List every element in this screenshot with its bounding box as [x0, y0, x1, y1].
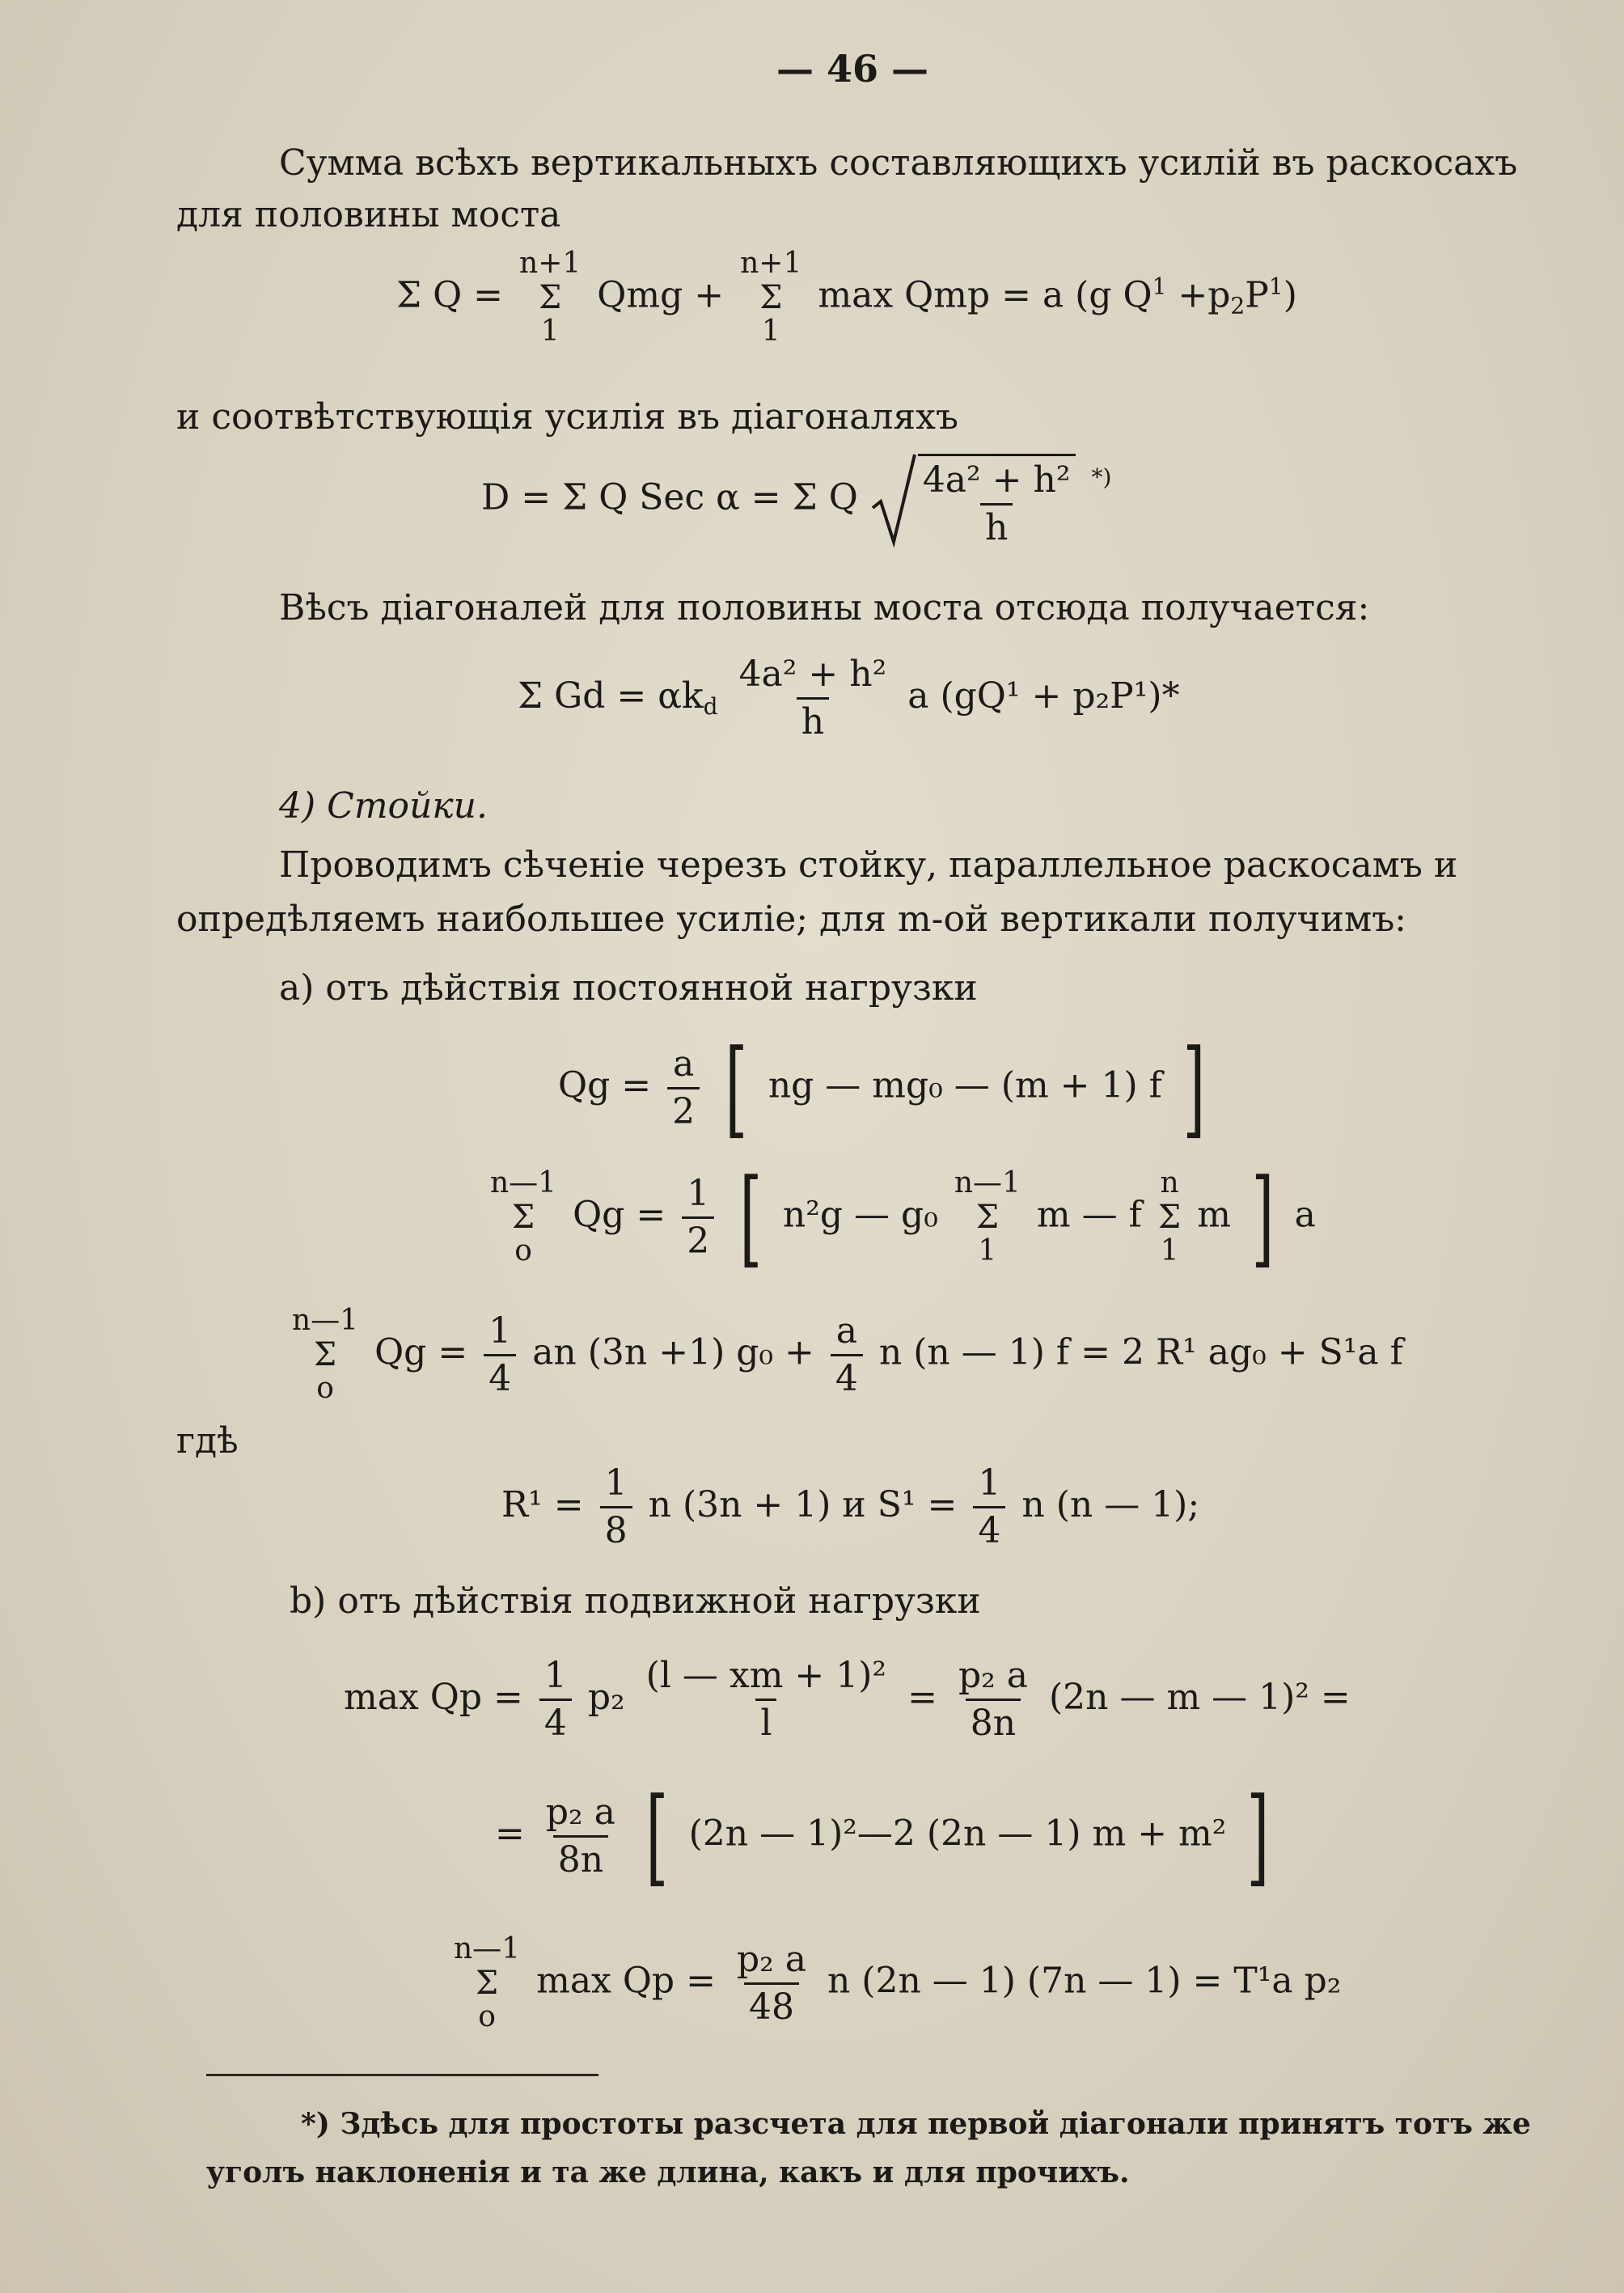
- section-heading: 4) Стойки.: [279, 785, 488, 827]
- paragraph-line: гдѣ: [176, 1420, 239, 1462]
- equation-sum-qg: n—1 Σ o Qg = $\frac{1}{2}$ [ n²g — g₀ n—1 Σ 1 m — f n Σ 1 m ] a: [490, 1156, 1316, 1279]
- sum-operator: n+1 Σ 1: [519, 247, 582, 348]
- paragraph-line: Проводимъ сѣченіе черезъ стойку, параллельное раскосамъ и: [279, 844, 1458, 886]
- equation-r-s: R¹ = $\frac{1}{8}$ n (3n + 1) и S¹ = $\frac{1}{4}$ n (n — 1);: [501, 1462, 1200, 1551]
- paragraph-line: опредѣляемъ наибольшее усиліе; для m-ой вертикали получимъ:: [176, 899, 1407, 940]
- sum-operator: n+1 Σ 1: [740, 247, 802, 348]
- page-number: — 46 —: [776, 47, 929, 91]
- paragraph-line: Сумма всѣхъ вертикальныхъ составляющихъ усилій въ раскосахъ: [279, 142, 1518, 184]
- equation-sum-max-qp: n—1 Σ o max Qp = $\frac{\text{p₂ a}}{48}$ n (2n — 1) (7n — 1) = T¹a p₂: [454, 1932, 1342, 2033]
- paragraph-line: a) отъ дѣйствія постоянной нагрузки: [279, 967, 978, 1009]
- paragraph-line: b) отъ дѣйствія подвижной нагрузки: [290, 1580, 981, 1622]
- equation-sum-qg-expanded: n—1 Σ o Qg = $\frac{1}{4}$ an (3n +1) g₀ + $\frac{a}{4}$ n (n — 1) f = 2 R¹ ag₀ + S¹a f: [292, 1304, 1403, 1405]
- equation-diagonal-force: D = Σ Q Sec α = Σ Q 4a² + h² h *): [481, 451, 1111, 548]
- sqrt-sign: 4a² + h² h: [869, 451, 1081, 548]
- equation-qg: Qg = $\frac{a}{2}$ [ ng — mg₀ — (m + 1) f ]: [558, 1026, 1206, 1149]
- equation-max-qp: max Qp = $\frac{1}{4}$ p₂ $\frac{\text{(l — xm + 1)²}}{l}$ = $\frac{\text{p₂ a}}{8n}$ (2n — m — 1)² =: [344, 1655, 1351, 1744]
- footnote-line: уголъ наклоненія и та же длина, какъ и для прочихъ.: [206, 2156, 1130, 2189]
- footnote-line: *) Здѣсь для простоты разсчета для первой діагонали принятъ тотъ же: [301, 2107, 1531, 2141]
- equation-max-qp-expanded: = $\frac{\text{p₂ a}}{8n}$ [ (2n — 1)²—2 (2n — 1) m + m² ]: [495, 1775, 1270, 1897]
- equation-sum-q: Σ Q = n+1 Σ 1 Qmg + n+1 Σ 1 max Qmp = a (g $Q^1 +p_2P^1$): [396, 247, 1297, 348]
- equation-diagonal-weight: Σ $Gd = \alpha k_d$ $\frac{\text{4a² + h²}}{h}$ a (gQ¹ + p₂P¹)*: [518, 654, 1180, 742]
- paragraph-line: и соотвѣтствующія усилія въ діагоналяхъ: [176, 396, 958, 438]
- paragraph-line: Вѣсъ діагоналей для половины моста отсюда получается:: [279, 587, 1370, 628]
- footnote-divider: [206, 2074, 598, 2076]
- paragraph-line: для половины моста: [176, 194, 561, 235]
